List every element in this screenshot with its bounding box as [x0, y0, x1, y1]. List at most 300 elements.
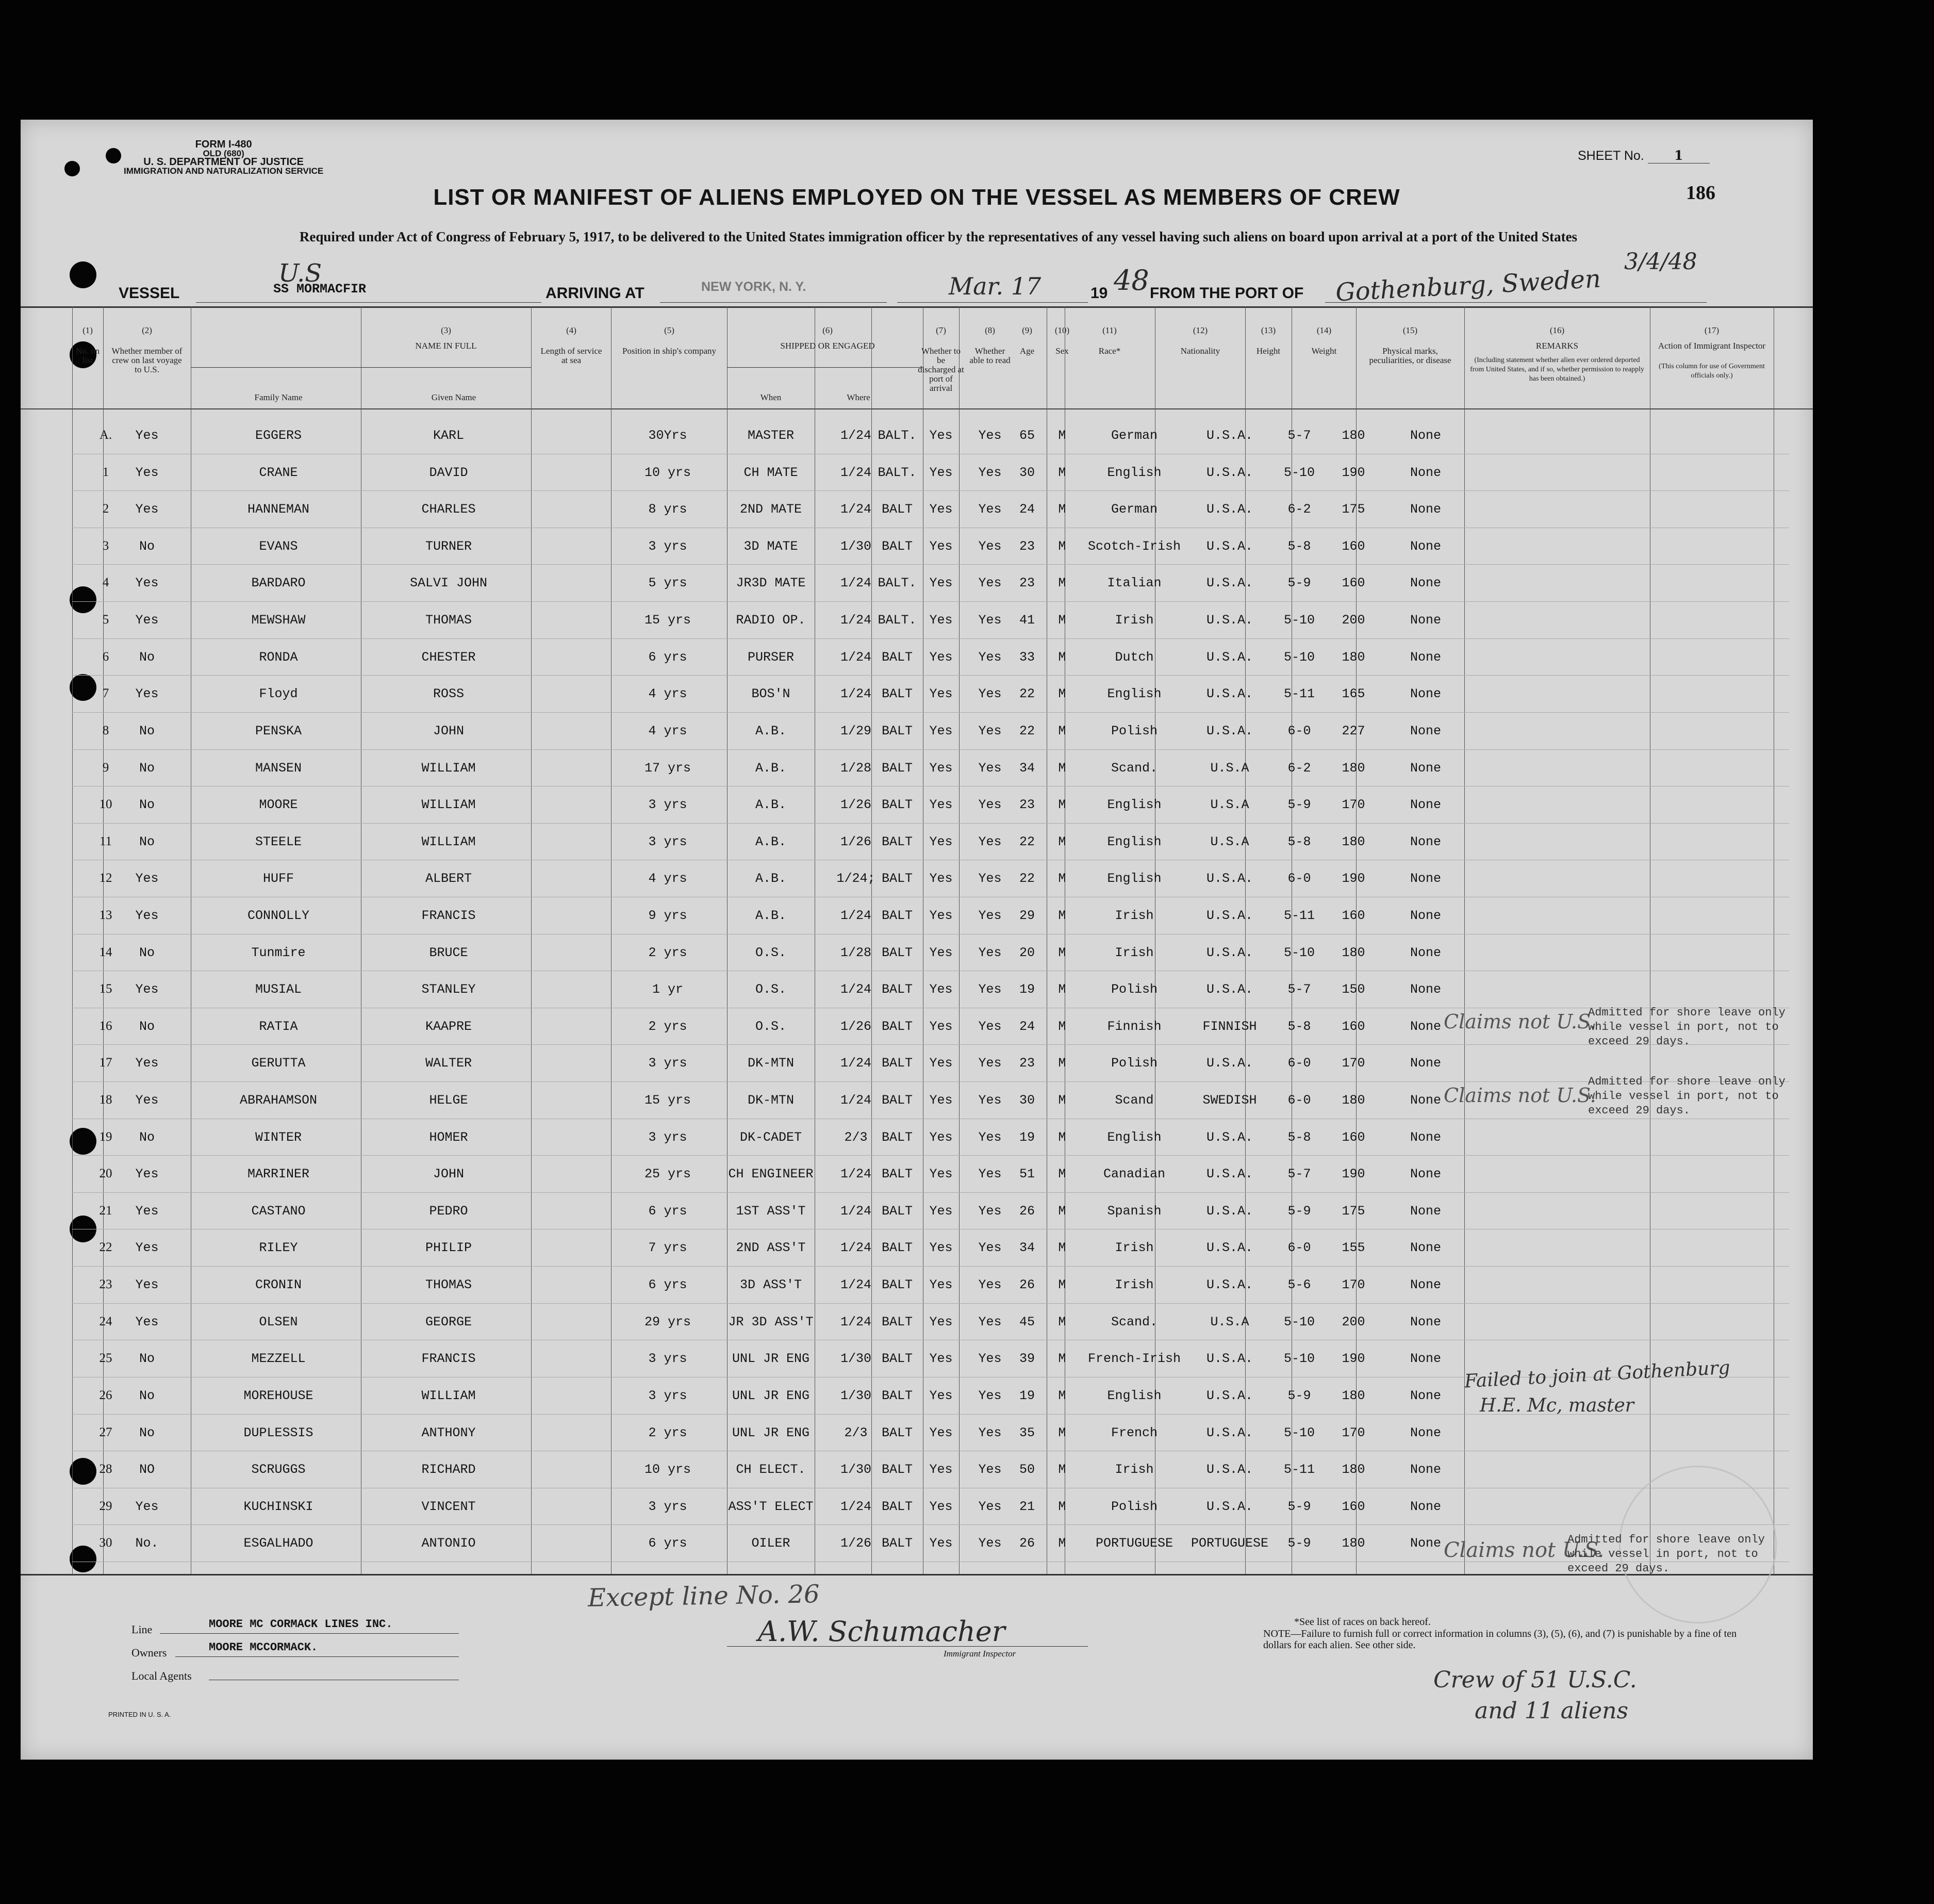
- crew-cell-disch: Yes: [929, 465, 953, 480]
- column-number: (9): [1022, 325, 1032, 335]
- department: U. S. DEPARTMENT OF JUSTICE: [143, 156, 304, 168]
- crew-cell-read: Yes: [978, 538, 1002, 554]
- crew-cell-position: RADIO OP.: [736, 613, 806, 628]
- crew-cell-weight: 170: [1342, 1056, 1365, 1071]
- crew-cell-weight: 200: [1342, 1314, 1365, 1329]
- crew-cell-age: 34: [1019, 1240, 1035, 1256]
- crew-cell-prev: No: [139, 834, 155, 849]
- crew-cell-where: BALT: [881, 1277, 913, 1293]
- crew-cell-when: 1/24: [840, 686, 871, 702]
- crew-cell-nationality: U.S.A.: [1206, 649, 1253, 665]
- crew-cell-read: Yes: [978, 1462, 1002, 1478]
- crew-cell-when: 1/26: [840, 797, 871, 813]
- crew-cell-disch: Yes: [929, 1462, 953, 1478]
- crew-cell-position: ASS'T ELECT: [728, 1499, 814, 1514]
- crew-cell-read: Yes: [978, 613, 1002, 628]
- crew-cell-read: Yes: [978, 1093, 1002, 1108]
- crew-cell-age: 19: [1019, 1388, 1035, 1403]
- crew-cell-sex: M: [1058, 1277, 1066, 1293]
- crew-cell-disch: Yes: [929, 428, 953, 443]
- crew-cell-race: English: [1107, 686, 1162, 702]
- crew-cell-age: 30: [1019, 465, 1035, 480]
- crew-cell-height: 5-10: [1283, 649, 1315, 665]
- crew-cell-nationality: U.S.A.: [1206, 982, 1253, 997]
- crew-cell-nationality: U.S.A: [1210, 797, 1249, 813]
- crew-cell-given: DAVID: [429, 465, 468, 480]
- crew-cell-marks: None: [1410, 1203, 1441, 1219]
- crew-cell-nationality: U.S.A.: [1206, 1388, 1253, 1403]
- crew-cell-no: 15: [99, 982, 112, 996]
- vessel-prefix: U.S: [278, 259, 322, 288]
- crew-cell-given: WILLIAM: [421, 797, 476, 813]
- crew-cell-service: 2 yrs: [648, 945, 687, 960]
- crew-cell-read: Yes: [978, 502, 1002, 517]
- crew-cell-family: ESGALHADO: [243, 1536, 313, 1551]
- crew-cell-where: BALT: [881, 834, 913, 849]
- crew-cell-sex: M: [1058, 797, 1066, 813]
- crew-cell-given: FRANCIS: [421, 1351, 476, 1367]
- crew-cell-prev: Yes: [135, 871, 159, 887]
- crew-cell-where: BALT: [881, 760, 913, 776]
- crew-cell-marks: None: [1410, 1056, 1441, 1071]
- crew-cell-given: KAAPRE: [425, 1019, 472, 1034]
- column-number: (17): [1704, 325, 1720, 335]
- page-title: LIST OR MANIFEST OF ALIENS EMPLOYED ON THE VESSEL AS MEMBERS OF CREW: [433, 185, 1400, 210]
- crew-cell-position: A.B.: [755, 908, 786, 923]
- column-number: (8): [985, 325, 995, 335]
- crew-cell-prev: Yes: [135, 428, 159, 443]
- form-number: FORM I-480: [195, 139, 252, 150]
- crew-cell-sex: M: [1058, 1093, 1066, 1108]
- crew-cell-sex: M: [1058, 871, 1066, 887]
- crew-cell-no: 6: [102, 649, 109, 664]
- crew-cell-given: HOMER: [429, 1129, 468, 1145]
- crew-cell-nationality: SWEDISH: [1202, 1093, 1257, 1108]
- crew-cell-read: Yes: [978, 576, 1002, 591]
- crew-cell-position: DK-MTN: [747, 1056, 794, 1071]
- inspector-signature: A.W. Schumacher: [758, 1615, 1005, 1648]
- column-number: (13): [1261, 325, 1276, 335]
- crew-cell-service: 2 yrs: [648, 1019, 687, 1034]
- crew-cell-read: Yes: [978, 908, 1002, 923]
- from-port: Gothenburg, Sweden: [1334, 264, 1602, 307]
- row-rule: [72, 712, 1789, 713]
- crew-cell-position: 1ST ASS'T: [736, 1203, 806, 1219]
- crew-cell-prev: No.: [135, 1536, 159, 1551]
- crew-cell-disch: Yes: [929, 1093, 953, 1108]
- row-rule: [72, 675, 1789, 676]
- crew-cell-when: 1/26: [840, 834, 871, 849]
- crew-cell-disch: Yes: [929, 797, 953, 813]
- crew-cell-where: BALT: [881, 1203, 913, 1219]
- crew-cell-service: 4 yrs: [648, 871, 687, 887]
- crew-cell-family: MOORE: [259, 797, 298, 813]
- crew-cell-disch: Yes: [929, 945, 953, 960]
- crew-cell-age: 24: [1019, 1019, 1035, 1034]
- crew-cell-position: OILER: [751, 1536, 790, 1551]
- crew-cell-sex: M: [1058, 1240, 1066, 1256]
- owners-value: MOORE MCCORMACK.: [209, 1641, 318, 1654]
- crew-cell-family: MARRINER: [247, 1167, 310, 1182]
- crew-cell-no: 18: [99, 1093, 112, 1107]
- crew-cell-race: PORTUGUESE: [1095, 1536, 1173, 1551]
- crew-cell-height: 5-8: [1287, 1019, 1311, 1034]
- crew-cell-given: PHILIP: [425, 1240, 472, 1256]
- crew-cell-prev: Yes: [135, 613, 159, 628]
- crew-cell-when: 1/26: [840, 1019, 871, 1034]
- crew-cell-height: 6-0: [1287, 871, 1311, 887]
- subheader-rule: [191, 367, 531, 368]
- column-rule: [871, 306, 872, 1574]
- crew-cell-where: BALT.: [878, 613, 917, 628]
- crew-cell-where: BALT: [881, 797, 913, 813]
- crew-cell-race: Dutch: [1115, 649, 1154, 665]
- date-note: 3/4/48: [1624, 249, 1697, 275]
- crew-cell-race: French: [1111, 1425, 1158, 1440]
- crew-cell-height: 5-7: [1287, 982, 1311, 997]
- service-name: IMMIGRATION AND NATURALIZATION SERVICE: [124, 166, 324, 176]
- column-number: (5): [664, 325, 674, 335]
- column-rule: [727, 306, 728, 1574]
- crew-cell-read: Yes: [978, 428, 1002, 443]
- crew-cell-service: 7 yrs: [648, 1240, 687, 1256]
- crew-cell-height: 6-2: [1287, 502, 1311, 517]
- crew-cell-race: Irish: [1115, 1462, 1154, 1478]
- crew-cell-nationality: U.S.A.: [1206, 1351, 1253, 1367]
- crew-cell-where: BALT: [881, 945, 913, 960]
- crew-cell-sex: M: [1058, 834, 1066, 849]
- crew-cell-weight: 175: [1342, 1203, 1365, 1219]
- crew-cell-no: 28: [99, 1462, 112, 1476]
- crew-cell-where: BALT: [881, 1019, 913, 1034]
- crew-cell-prev: Yes: [135, 465, 159, 480]
- crew-cell-prev: Yes: [135, 1277, 159, 1293]
- column-sublabel: Family Name: [254, 392, 303, 402]
- column-rule: [1356, 306, 1357, 1574]
- crew-cell-prev: Yes: [135, 1203, 159, 1219]
- crew-cell-service: 6 yrs: [648, 1536, 687, 1551]
- crew-cell-prev: Yes: [135, 982, 159, 997]
- crew-cell-where: BALT: [881, 1240, 913, 1256]
- crew-cell-family: Tunmire: [251, 945, 306, 960]
- remark-row18-hand: Claims not U.S.: [1444, 1084, 1596, 1107]
- crew-cell-family: DUPLESSIS: [243, 1425, 313, 1440]
- crew-cell-height: 5-11: [1283, 1462, 1315, 1478]
- crew-cell-race: Irish: [1115, 1277, 1154, 1293]
- year-prefix: 19: [1090, 285, 1108, 302]
- crew-cell-weight: 200: [1342, 613, 1365, 628]
- crew-cell-position: JR 3D ASS'T: [728, 1314, 814, 1329]
- crew-cell-marks: None: [1410, 834, 1441, 849]
- line-underline: [160, 1633, 459, 1634]
- crew-cell-age: 50: [1019, 1462, 1035, 1478]
- binder-hole: [64, 161, 80, 176]
- crew-cell-service: 3 yrs: [648, 538, 687, 554]
- remark-row30-text: Admitted for shore leave only while vessel in port, not to exceed 29 days.: [1567, 1533, 1765, 1575]
- crew-cell-age: 22: [1019, 723, 1035, 738]
- crew-cell-prev: No: [139, 1388, 155, 1403]
- crew-cell-no: 17: [99, 1056, 112, 1070]
- crew-cell-race: Italian: [1107, 576, 1162, 591]
- column-rule: [531, 306, 532, 1574]
- crew-cell-service: 4 yrs: [648, 723, 687, 738]
- crew-cell-no: 3: [102, 538, 109, 553]
- column-number: (14): [1316, 325, 1332, 335]
- crew-cell-family: CRANE: [259, 465, 298, 480]
- crew-cell-position: CH ENGINEER: [728, 1167, 814, 1182]
- crew-cell-given: SALVI JOHN: [409, 576, 488, 591]
- crew-cell-when: 1/24: [840, 908, 871, 923]
- crew-cell-nationality: U.S.A.: [1206, 1129, 1253, 1145]
- crew-cell-disch: Yes: [929, 1499, 953, 1514]
- crew-cell-position: PURSER: [747, 649, 794, 665]
- crew-cell-sex: M: [1058, 576, 1066, 591]
- crew-cell-age: 23: [1019, 576, 1035, 591]
- crew-cell-family: HANNEMAN: [247, 502, 310, 517]
- crew-cell-race: Irish: [1115, 908, 1154, 923]
- crew-cell-race: Polish: [1111, 1499, 1158, 1514]
- crew-cell-given: VINCENT: [421, 1499, 476, 1514]
- crew-cell-service: 6 yrs: [648, 649, 687, 665]
- column-label: Race*: [1098, 346, 1121, 356]
- crew-cell-where: BALT: [881, 1462, 913, 1478]
- crew-cell-where: BALT: [881, 1388, 913, 1403]
- crew-cell-read: Yes: [978, 723, 1002, 738]
- owners-label: Owners: [131, 1646, 167, 1659]
- crew-cell-position: UNL JR ENG: [732, 1388, 810, 1403]
- column-label: Physical marks, peculiarities, or disease: [1369, 346, 1451, 365]
- table-top-rule: [21, 306, 1813, 308]
- penalty-note-text: NOTE—Failure to furnish full or correct information in columns (3), (5), (6), and (7) is punishable by a fine of ten dollars for each alien. See other side.: [1263, 1628, 1737, 1651]
- crew-cell-service: 2 yrs: [648, 1425, 687, 1440]
- crew-cell-when: 1/24: [840, 1277, 871, 1293]
- crew-cell-read: Yes: [978, 686, 1002, 702]
- crew-cell-weight: 180: [1342, 760, 1365, 776]
- crew-cell-service: 15 yrs: [644, 1093, 691, 1108]
- crew-cell-nationality: U.S.A.: [1206, 686, 1253, 702]
- crew-cell-weight: 160: [1342, 908, 1365, 923]
- crew-cell-age: 30: [1019, 1093, 1035, 1108]
- crew-cell-race: Scand.: [1111, 760, 1158, 776]
- crew-cell-no: 13: [99, 908, 112, 922]
- remark-row16-typed: [1588, 1006, 1805, 1049]
- row-rule: [72, 1155, 1789, 1156]
- remark-row16-hand: Claims not U.S.: [1444, 1010, 1596, 1033]
- crew-cell-age: 39: [1019, 1351, 1035, 1367]
- crew-cell-no: 30: [99, 1536, 112, 1550]
- row-rule: [72, 749, 1789, 750]
- crew-cell-disch: Yes: [929, 1536, 953, 1551]
- crew-cell-weight: 180: [1342, 1462, 1365, 1478]
- line-label: Line: [131, 1623, 153, 1636]
- from-label: FROM THE PORT OF: [1150, 285, 1304, 302]
- crew-cell-family: CRONIN: [255, 1277, 302, 1293]
- row-rule: [72, 564, 1789, 565]
- crew-cell-read: Yes: [978, 1536, 1002, 1551]
- crew-cell-no: 14: [99, 945, 112, 959]
- crew-cell-when: 1/30: [840, 538, 871, 554]
- crew-cell-position: DK-CADET: [739, 1129, 802, 1145]
- crew-cell-position: O.S.: [755, 982, 786, 997]
- crew-cell-disch: Yes: [929, 538, 953, 554]
- crew-cell-weight: 180: [1342, 1388, 1365, 1403]
- crew-cell-service: 6 yrs: [648, 1277, 687, 1293]
- column-number: (2): [142, 325, 152, 335]
- column-label: NAME IN FULL: [415, 341, 477, 351]
- inspector-label: Immigrant Inspector: [944, 1649, 1016, 1659]
- vessel-underline: [196, 302, 541, 303]
- form-info: [124, 140, 323, 175]
- crew-cell-race: English: [1107, 834, 1162, 849]
- crew-cell-read: Yes: [978, 871, 1002, 887]
- remark-row30-hand: Claims not U.S.: [1444, 1538, 1605, 1562]
- column-rule: [103, 306, 104, 1574]
- crew-cell-sex: M: [1058, 1314, 1066, 1329]
- crew-cell-position: 3D ASS'T: [739, 1277, 802, 1293]
- crew-cell-height: 6-0: [1287, 1056, 1311, 1071]
- crew-cell-no: 27: [99, 1425, 112, 1439]
- crew-cell-service: 3 yrs: [648, 1351, 687, 1367]
- crew-cell-age: 41: [1019, 613, 1035, 628]
- crew-cell-weight: 190: [1342, 1167, 1365, 1182]
- crew-cell-prev: Yes: [135, 502, 159, 517]
- crew-cell-sex: M: [1058, 1129, 1066, 1145]
- crew-cell-family: MANSEN: [255, 760, 302, 776]
- crew-cell-race: German: [1111, 428, 1158, 443]
- column-label: REMARKS: [1535, 341, 1579, 351]
- crew-cell-prev: No: [139, 1129, 155, 1145]
- crew-cell-disch: Yes: [929, 834, 953, 849]
- crew-cell-when: 1/24: [840, 428, 871, 443]
- crew-cell-service: 5 yrs: [648, 576, 687, 591]
- crew-cell-marks: None: [1410, 1425, 1441, 1440]
- crew-cell-age: 22: [1019, 871, 1035, 887]
- crew-cell-no: A.: [99, 428, 112, 442]
- crew-cell-when: 1/24: [840, 1093, 871, 1108]
- vessel-label: VESSEL: [119, 285, 180, 302]
- crew-cell-service: 10 yrs: [644, 465, 691, 480]
- crew-cell-no: 16: [99, 1019, 112, 1033]
- crew-cell-sex: M: [1058, 1056, 1066, 1071]
- crew-cell-height: 5-8: [1287, 834, 1311, 849]
- crew-cell-read: Yes: [978, 1203, 1002, 1219]
- crew-cell-read: Yes: [978, 1240, 1002, 1256]
- crew-cell-disch: Yes: [929, 502, 953, 517]
- crew-cell-where: BALT: [881, 686, 913, 702]
- crew-cell-service: 4 yrs: [648, 686, 687, 702]
- column-label: Position in ship's company: [622, 346, 717, 356]
- crew-cell-age: 26: [1019, 1536, 1035, 1551]
- column-rule: [1245, 306, 1246, 1574]
- crew-cell-read: Yes: [978, 465, 1002, 480]
- crew-cell-marks: None: [1410, 502, 1441, 517]
- except-note: Except line No. 26: [587, 1580, 820, 1613]
- crew-cell-nationality: U.S.A.: [1206, 1499, 1253, 1514]
- crew-cell-position: CH ELECT.: [736, 1462, 806, 1478]
- column-sublabel: When: [760, 392, 782, 402]
- crew-cell-age: 22: [1019, 834, 1035, 849]
- column-number: (4): [566, 325, 576, 335]
- crew-cell-where: BALT: [881, 871, 913, 887]
- crew-cell-disch: Yes: [929, 576, 953, 591]
- inspector-underline: [727, 1646, 1088, 1647]
- crew-cell-prev: No: [139, 538, 155, 554]
- crew-cell-read: Yes: [978, 1314, 1002, 1329]
- crew-cell-service: 8 yrs: [648, 502, 687, 517]
- crew-cell-race: English: [1107, 871, 1162, 887]
- column-rule: [72, 306, 73, 1574]
- crew-cell-sex: M: [1058, 1388, 1066, 1403]
- crew-cell-read: Yes: [978, 1167, 1002, 1182]
- crew-cell-no: 9: [102, 760, 109, 775]
- crew-cell-when: 1/30: [840, 1351, 871, 1367]
- binder-hole: [106, 148, 121, 163]
- crew-cell-disch: Yes: [929, 1240, 953, 1256]
- crew-cell-where: BALT: [881, 649, 913, 665]
- crew-cell-given: WILLIAM: [421, 834, 476, 849]
- crew-cell-given: CHARLES: [421, 502, 476, 517]
- crew-cell-disch: Yes: [929, 1167, 953, 1182]
- crew-cell-family: Floyd: [259, 686, 298, 702]
- crew-cell-marks: None: [1410, 1351, 1441, 1367]
- crew-cell-prev: Yes: [135, 1167, 159, 1182]
- crew-cell-nationality: U.S.A.: [1206, 1425, 1253, 1440]
- crew-cell-service: 1 yr: [652, 982, 683, 997]
- crew-cell-marks: None: [1410, 686, 1441, 702]
- crew-cell-age: 19: [1019, 982, 1035, 997]
- binder-hole: [70, 586, 96, 613]
- crew-cell-disch: Yes: [929, 1314, 953, 1329]
- crew-cell-nationality: U.S.A.: [1206, 1056, 1253, 1071]
- crew-cell-sex: M: [1058, 945, 1066, 960]
- penalty-note: [1263, 1628, 1738, 1651]
- row-rule: [72, 1192, 1789, 1193]
- column-label: Nationality: [1180, 346, 1220, 356]
- crew-cell-race: English: [1107, 465, 1162, 480]
- crew-cell-service: 17 yrs: [644, 760, 691, 776]
- crew-cell-when: 2/3: [844, 1425, 868, 1440]
- crew-cell-marks: None: [1410, 908, 1441, 923]
- crew-cell-given: ROSS: [433, 686, 464, 702]
- crew-cell-family: OLSEN: [259, 1314, 298, 1329]
- crew-cell-marks: None: [1410, 1093, 1441, 1108]
- remark-row26-hand2: H.E. Mc, master: [1480, 1395, 1634, 1416]
- crew-cell-read: Yes: [978, 1129, 1002, 1145]
- crew-cell-weight: 180: [1342, 945, 1365, 960]
- crew-cell-marks: None: [1410, 465, 1441, 480]
- column-sublabel: (Including statement whether alien ever ordered deported from United States, and if so, whether permission to reapply has been obtained.): [1470, 356, 1644, 383]
- crew-cell-weight: 160: [1342, 1499, 1365, 1514]
- crew-cell-nationality: U.S.A.: [1206, 538, 1253, 554]
- column-rule: [959, 306, 960, 1574]
- crew-cell-where: BALT: [881, 723, 913, 738]
- crew-cell-sex: M: [1058, 723, 1066, 738]
- crew-cell-sex: M: [1058, 1462, 1066, 1478]
- crew-cell-given: HELGE: [429, 1093, 468, 1108]
- crew-cell-marks: None: [1410, 760, 1441, 776]
- crew-cell-race: Scotch-Irish: [1088, 538, 1181, 554]
- arriving-label: ARRIVING AT: [546, 285, 644, 302]
- crew-cell-sex: M: [1058, 1425, 1066, 1440]
- crew-cell-position: UNL JR ENG: [732, 1351, 810, 1367]
- crew-cell-sex: M: [1058, 1499, 1066, 1514]
- crew-cell-family: BARDARO: [251, 576, 306, 591]
- row-rule: [72, 1524, 1789, 1525]
- crew-cell-given: BRUCE: [429, 945, 468, 960]
- crew-cell-no: 2: [102, 502, 109, 516]
- crew-cell-height: 5-10: [1283, 945, 1315, 960]
- line-value: MOORE MC CORMACK LINES INC.: [209, 1618, 393, 1631]
